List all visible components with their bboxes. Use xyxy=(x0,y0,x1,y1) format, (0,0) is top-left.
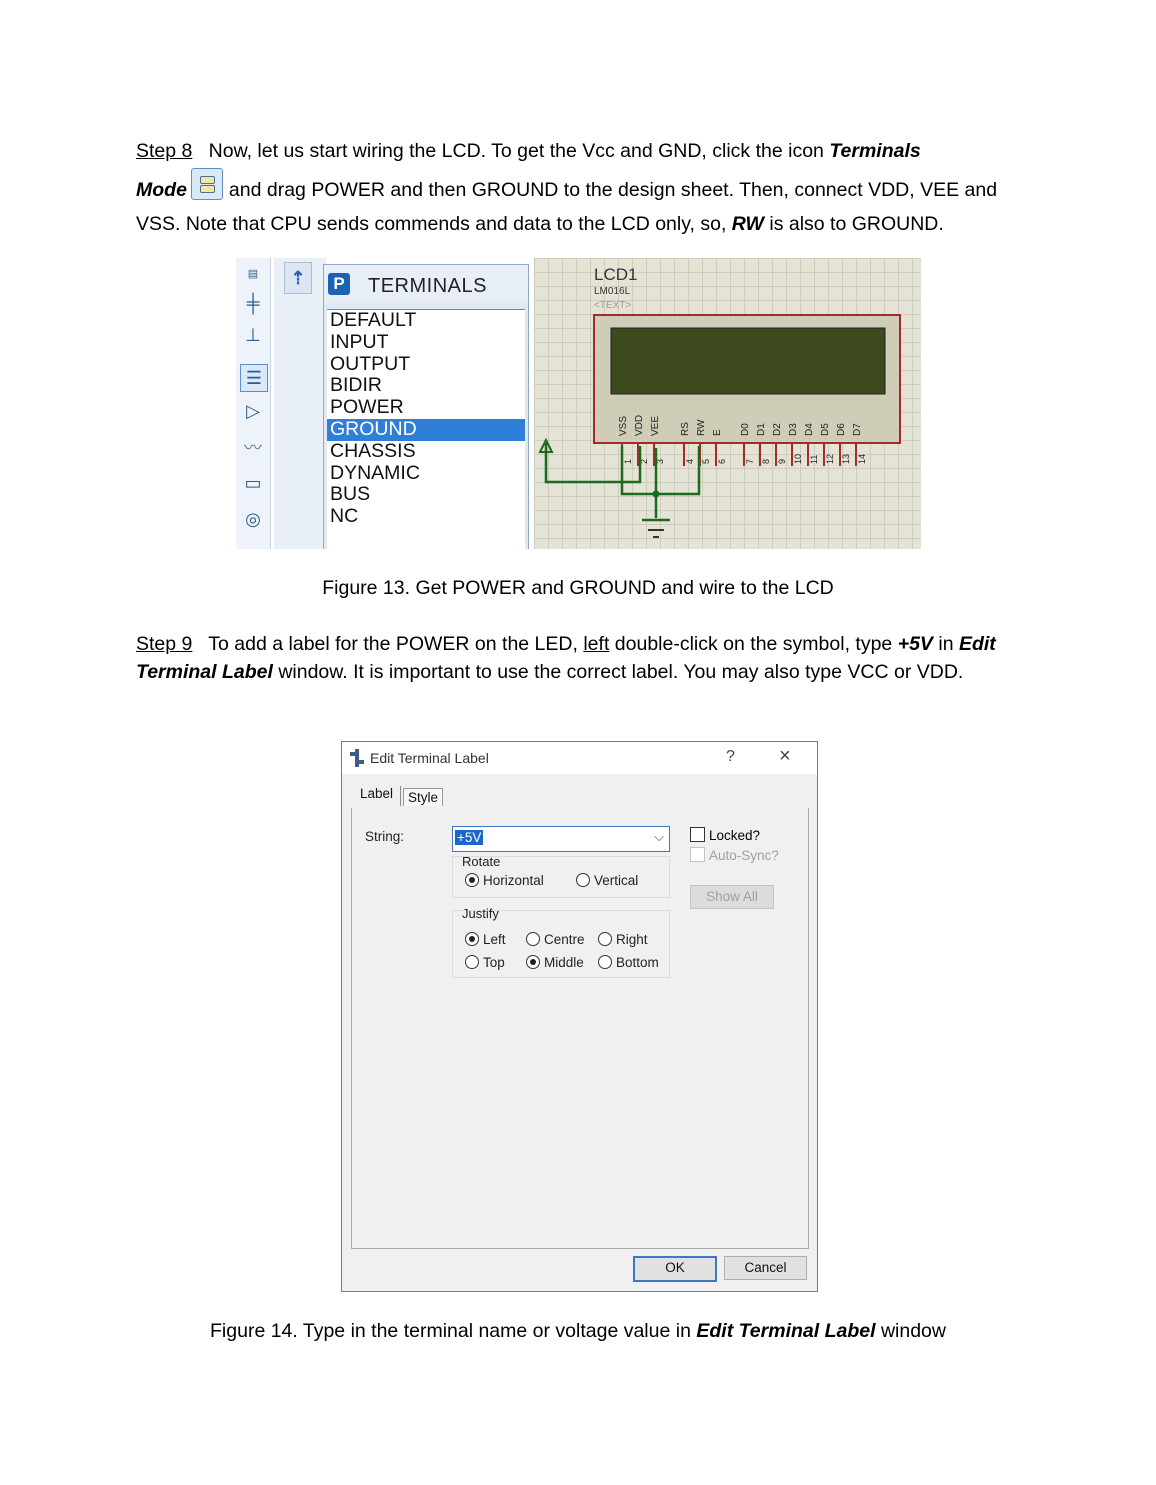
justify-right-label: Right xyxy=(616,932,648,947)
design-sheet[interactable] xyxy=(534,258,921,549)
justify-bottom-label: Bottom xyxy=(616,955,659,970)
terminals-panel xyxy=(323,264,529,549)
step9-left-underlined: left xyxy=(583,633,610,655)
terminal-item-default[interactable]: DEFAULT xyxy=(330,309,417,331)
pick-up-arrow-icon[interactable]: ⇡ xyxy=(284,262,312,294)
terminal-item-bus[interactable]: BUS xyxy=(330,483,371,506)
lcd-pin-number-10: 10 xyxy=(793,453,803,464)
terminal-item-bidir[interactable]: BIDIR xyxy=(330,374,383,397)
lcd-model-label: LM016L xyxy=(594,286,631,297)
step9-text-2: double-click on the symbol, type xyxy=(614,633,893,655)
step9-text-4: window. It is important to use the correct label. You may also type VCC or VDD. xyxy=(278,661,964,683)
checkbox-box xyxy=(690,847,705,862)
ok-button[interactable]: OK xyxy=(633,1256,717,1282)
close-icon[interactable]: × xyxy=(779,745,791,767)
rotate-group-label: Rotate xyxy=(462,854,501,869)
rotate-vertical-label: Vertical xyxy=(594,873,639,888)
step9-edit-terminal-label-bold: Edit Terminal Label xyxy=(136,633,996,683)
justify-middle-label: Middle xyxy=(544,955,584,970)
string-label: String: xyxy=(365,829,405,844)
mode-toolbar xyxy=(236,258,271,549)
terminal-item-output[interactable]: OUTPUT xyxy=(330,352,411,375)
lcd-pin-label-e: E xyxy=(712,429,723,436)
lcd-pin-number-2: 2 xyxy=(639,458,649,464)
port-icon[interactable]: ▷ xyxy=(246,400,260,421)
justify-left-label: Left xyxy=(483,932,506,947)
tab-label[interactable]: Label xyxy=(360,786,394,801)
lcd-pin-label-d3: D3 xyxy=(788,423,799,436)
lcd-pin-number-11: 11 xyxy=(809,454,819,464)
graph-icon[interactable]: 〰 xyxy=(244,438,262,458)
terminals-mode-icon[interactable]: ☰ xyxy=(240,364,268,392)
locked-label: Locked? xyxy=(709,828,761,843)
step8-heading: Step 8 xyxy=(136,140,193,162)
terminals-list xyxy=(327,309,525,549)
cancel-button[interactable]: Cancel xyxy=(724,1256,807,1280)
rotate-vertical-radio[interactable] xyxy=(576,873,638,888)
justify-centre-label: Centre xyxy=(544,932,585,947)
locked-checkbox[interactable] xyxy=(690,827,760,843)
lcd-pin-number-9: 9 xyxy=(777,458,787,464)
terminal-item-nc[interactable]: NC xyxy=(330,505,359,528)
figure-13-caption: Figure 13. Get POWER and GROUND and wire to the LCD xyxy=(322,577,834,599)
lcd-pin-label-d6: D6 xyxy=(836,423,847,436)
justify-group-label: Justify xyxy=(462,906,499,921)
lcd-screen xyxy=(611,328,885,394)
chevron-down-icon[interactable]: ⌵ xyxy=(654,829,664,844)
lcd-pin-number-12: 12 xyxy=(825,453,835,464)
lcd-pin-number-5: 5 xyxy=(701,458,711,464)
lcd-pin-label-d0: D0 xyxy=(740,423,751,436)
figure-14-caption-post: window xyxy=(880,1320,946,1342)
lcd-pin-label-d5: D5 xyxy=(820,423,831,436)
radio-dot xyxy=(598,955,612,969)
lcd-pin-number-1: 1 xyxy=(623,458,633,464)
auto-sync-label: Auto-Sync? xyxy=(709,848,779,863)
lcd-pin-number-3: 3 xyxy=(655,458,665,464)
string-combobox[interactable] xyxy=(452,826,670,852)
show-all-button: Show All xyxy=(690,885,774,909)
edit-terminal-label-dialog xyxy=(341,741,818,1292)
lcd-pin-number-14: 14 xyxy=(857,453,867,464)
step8-text-1: Now, let us start wiring the LCD. To get the Vcc and GND, click the icon xyxy=(208,140,824,162)
justify-left-radio[interactable] xyxy=(465,932,506,947)
step9-heading: Step 9 xyxy=(136,633,193,655)
picker-column xyxy=(274,258,326,549)
lcd-pin-label-vss: VSS xyxy=(618,415,629,436)
step9-paragraph xyxy=(136,630,1016,686)
dialog-titlebar[interactable] xyxy=(342,742,817,774)
junction-icon[interactable]: ╪ xyxy=(246,292,260,313)
string-input-value[interactable]: +5V xyxy=(457,830,482,845)
justify-middle-radio[interactable] xyxy=(526,955,584,970)
lcd-pin-label-vee: VEE xyxy=(650,415,661,436)
terminals-title: TERMINALS xyxy=(368,275,487,297)
radio-dot xyxy=(465,955,479,969)
lcd-pin-label-rs: RS xyxy=(680,422,691,436)
tape-icon[interactable]: ▭ xyxy=(244,472,262,493)
terminal-item-chassis[interactable]: CHASSIS xyxy=(330,439,416,462)
lcd-pin-label-d4: D4 xyxy=(804,423,815,436)
lcd-pin-number-6: 6 xyxy=(717,458,727,464)
help-button[interactable]: ? xyxy=(726,748,735,765)
step8-text-2: and drag POWER and then GROUND to the design sheet. Then, connect VDD, VEE and VSS. Note that CPU sends commends and data to the LCD only, so, xyxy=(136,179,998,235)
terminal-item-input[interactable]: INPUT xyxy=(330,330,389,353)
radio-dot xyxy=(598,932,612,946)
terminals-header xyxy=(324,265,528,303)
tab-style[interactable]: Style xyxy=(403,788,443,806)
figure-14-caption xyxy=(0,1320,1156,1343)
step9-text-1: To add a label for the POWER on the LED, xyxy=(208,633,578,655)
lcd-pin-number-7: 7 xyxy=(745,458,755,464)
justify-centre-radio[interactable] xyxy=(526,932,585,947)
lcd-pin-number-8: 8 xyxy=(761,458,771,464)
justify-right-radio[interactable] xyxy=(598,932,648,947)
lcd-pin-label-vdd: VDD xyxy=(634,414,645,436)
step8-paragraph xyxy=(136,134,1016,241)
lcd-pin-label-d1: D1 xyxy=(756,423,767,436)
checkbox-box xyxy=(690,827,705,842)
lcd-ref-label: LCD1 xyxy=(594,265,638,284)
step9-text-3: in xyxy=(938,633,954,655)
lcd-pin-number-13: 13 xyxy=(841,453,851,464)
step8-rw-bold: RW xyxy=(731,213,764,235)
step9-5v-bold: +5V xyxy=(897,633,933,655)
lcd-pin-number-4: 4 xyxy=(685,458,695,464)
rotate-horizontal-radio[interactable] xyxy=(465,873,544,888)
generator-icon[interactable]: ◎ xyxy=(245,508,261,529)
radio-dot xyxy=(576,873,590,887)
radio-dot xyxy=(465,873,479,887)
auto-sync-checkbox xyxy=(690,847,779,863)
dialog-title: Edit Terminal Label xyxy=(370,750,489,766)
terminal-item-ground[interactable]: GROUND xyxy=(327,419,525,441)
tab-divider xyxy=(400,786,401,806)
schematic-svg xyxy=(534,258,921,549)
radio-dot xyxy=(465,932,479,946)
figure-14-caption-bold: Edit Terminal Label xyxy=(696,1320,876,1342)
wire-junction xyxy=(653,491,660,498)
terminals-mode-icon xyxy=(191,168,223,200)
lcd-pin-label-rw: RW xyxy=(696,419,707,436)
rotate-horizontal-label: Horizontal xyxy=(483,873,544,888)
radio-dot xyxy=(526,932,540,946)
lcd-pin-label-d7: D7 xyxy=(852,423,863,436)
step8-terminals-bold: Terminals xyxy=(829,140,921,162)
justify-bottom-radio[interactable] xyxy=(598,955,659,970)
lcd-text-placeholder: <TEXT> xyxy=(594,300,632,311)
lcd-pin-label-d2: D2 xyxy=(772,423,783,436)
pick-button[interactable]: P xyxy=(328,273,350,295)
figure-13-screenshot xyxy=(236,258,921,549)
label-tab-pane xyxy=(351,808,809,1249)
step8-text-3: is also to GROUND. xyxy=(769,213,944,235)
justify-top-radio[interactable] xyxy=(465,955,505,970)
terminal-item-dynamic[interactable]: DYNAMIC xyxy=(330,461,420,484)
step8-mode-bold: Mode xyxy=(136,179,187,201)
radio-dot xyxy=(526,955,540,969)
figure-14-caption-pre: Figure 14. Type in the terminal name or voltage value in xyxy=(210,1320,691,1342)
terminal-item-power[interactable]: POWER xyxy=(330,396,404,419)
wire-label-icon[interactable]: ⊥ xyxy=(245,324,261,345)
terminal-app-icon xyxy=(348,749,366,767)
component-mode-icon[interactable]: ▤ xyxy=(247,267,259,280)
justify-top-label: Top xyxy=(483,955,505,970)
